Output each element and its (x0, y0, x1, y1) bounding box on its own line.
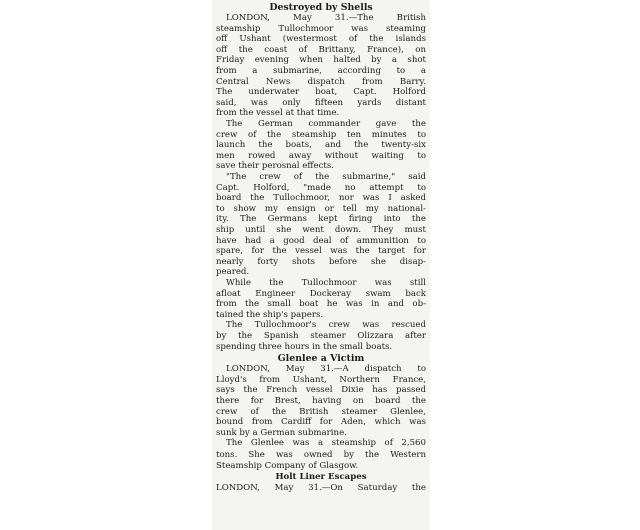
article-line: spare, for the vessel was the target for (216, 246, 426, 257)
article-line: says the French vessel Dixie has passed (216, 385, 426, 396)
article-line: off Ushant (westermost of the islands (216, 34, 426, 45)
article-line: The Glenlee was a steamship of 2,560 (226, 438, 426, 449)
cut-off-text (222, 0, 273, 1)
article-line: The Tullochmoor's crew was rescued (226, 320, 426, 331)
headline-destroyed-by-shells: Destroyed by Shells (269, 2, 373, 13)
article-line: tons. She was owned by the Western (216, 450, 426, 460)
article-line: ship until she went down. They must (216, 225, 426, 235)
article-line: from a submarine, according to a (216, 66, 426, 76)
article-line: Steamship Company of Glasgow. (216, 460, 359, 471)
article-line: While the Tullochmoor was still (226, 278, 426, 288)
article-line: men rowed away without waiting to (216, 150, 426, 161)
headline-glenlee-a-victim: Glenlee a Victim (277, 353, 365, 365)
article-line: crew of the steamship ten minutes to (216, 129, 426, 140)
article-line: Friday evening when halted by a shot (216, 55, 426, 66)
article-line: Lloyd's from Ushant, Northern France, (216, 374, 426, 385)
article-line: nearly forty shots before she disap- (216, 256, 426, 267)
article-line: to show my ensign or tell my national- (216, 203, 426, 214)
article-line: LONDON, May 31.—The British (226, 13, 426, 23)
article-line: spending three hours in the small boats. (216, 341, 393, 352)
cut-off-text: LONDON, May 31.—On Saturday the (216, 483, 426, 494)
article-line: tained the ship's papers. (216, 309, 324, 320)
article-line: from the small boat he was in and ob- (216, 299, 426, 310)
article-line: board the Tullochmoor, nor was I asked (216, 193, 426, 204)
article-line: The German commander gave the (226, 119, 426, 129)
article-line: LONDON, May 31.—A dispatch to (226, 364, 426, 375)
article-line: there for Brest, having on board the (216, 396, 426, 406)
article-line: afloat Engineer Dockeray swam back (216, 288, 426, 299)
article-line: "The crew of the submarine," said (226, 172, 426, 182)
article-line: ity. The Germans kept firing into the (216, 214, 426, 225)
article-line: off the coast of Brittany, France), on (216, 44, 426, 55)
article-line: Central News dispatch from Barry. (216, 76, 426, 87)
article-line: save their perosnal effects. (216, 161, 334, 172)
article-line: The underwater boat, Capt. Holford (216, 87, 426, 98)
article-line: steamship Tullochmoor was steaming (216, 23, 426, 34)
article-line: crew of the British steamer Glenlee, (216, 406, 426, 417)
article-line: Capt. Holford, "made no attempt to (216, 182, 426, 193)
article-line: bound from Cardiff for Aden, which was (216, 417, 426, 428)
newspaper-column (212, 0, 430, 530)
article-line: launch the boats, and the twenty-six (216, 140, 426, 151)
article-line: by the Spanish steamer Olizzara after (216, 331, 426, 341)
article-line: peared. (216, 267, 250, 278)
article-line: from the vessel at that time. (216, 108, 340, 119)
article-line: sunk by a German submarine. (216, 427, 347, 438)
article-line: have had a good deal of ammunition to (216, 235, 426, 246)
headline-holt-liner-escapes: Holt Liner Escapes (275, 472, 367, 483)
article-line: said, was only fifteen yards distant (216, 97, 426, 108)
